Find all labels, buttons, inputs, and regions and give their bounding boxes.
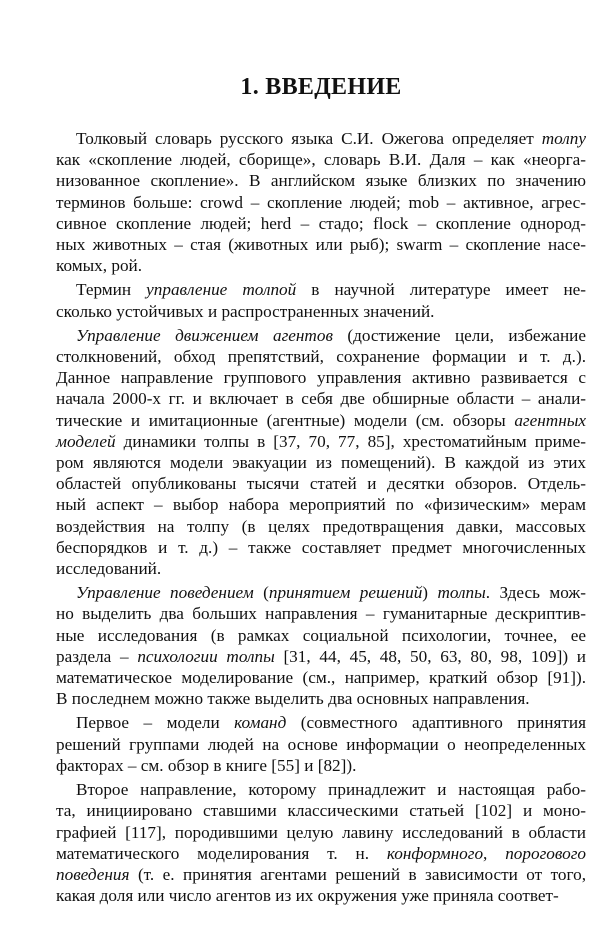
text-line bbox=[56, 712, 586, 733]
text-line bbox=[56, 667, 586, 688]
text-line bbox=[56, 537, 586, 558]
text-run: воздействия на толпу (в целях предотвращения давки, массовых bbox=[56, 516, 586, 536]
text-line bbox=[56, 646, 586, 667]
italic-term: толпы bbox=[437, 583, 486, 603]
text-run: исследований. bbox=[56, 559, 162, 579]
text-line bbox=[56, 755, 586, 776]
text-run: раздела – bbox=[56, 646, 138, 666]
text-line bbox=[56, 864, 586, 885]
text-run: (совместного адаптивного принятия bbox=[286, 713, 586, 733]
paragraph bbox=[56, 582, 586, 709]
text-line bbox=[56, 800, 586, 821]
paragraph bbox=[56, 712, 586, 776]
text-run: ные исследования (в рамках социальной психологии, точнее, ее bbox=[56, 625, 586, 645]
text-line bbox=[56, 301, 586, 322]
paragraph bbox=[56, 779, 586, 906]
text-line bbox=[56, 582, 586, 603]
text-run: динамики толпы в [37, 70, 77, 85], хрестоматийным приме- bbox=[115, 431, 586, 451]
text-run: тические и имитационные (агентные) модели (см. обзоры bbox=[56, 410, 515, 430]
text-line bbox=[56, 367, 586, 388]
italic-term: порогового bbox=[505, 843, 586, 863]
text-line bbox=[56, 149, 586, 170]
italic-term: команд bbox=[234, 713, 287, 733]
italic-term: Управление поведением bbox=[76, 583, 254, 603]
text-run: (достижение цели, избежание bbox=[332, 325, 586, 345]
text-run: математического моделирования т. н. bbox=[56, 843, 387, 863]
text-run: В последнем можно также выделить два основных направления. bbox=[56, 689, 530, 709]
text-run: комых, рой. bbox=[56, 256, 143, 276]
text-line bbox=[56, 325, 586, 346]
paragraph bbox=[56, 325, 586, 579]
text-run: ром являются модели эвакуации из помещений). В каждой из этих bbox=[56, 453, 586, 473]
body-text bbox=[56, 128, 586, 906]
text-line bbox=[56, 822, 586, 843]
text-line bbox=[56, 473, 586, 494]
text-line bbox=[56, 688, 586, 709]
text-run: беспорядков и т. д.) – также составляет предмет многочисленных bbox=[56, 537, 586, 557]
text-run: областей опубликованы тысячи статей и десятки обзоров. Отдель- bbox=[56, 474, 586, 494]
text-run: Толковый словарь русского языка С.И. Ожегова определяет bbox=[76, 129, 542, 148]
text-line bbox=[56, 279, 586, 300]
text-line bbox=[56, 128, 586, 149]
text-run: , bbox=[483, 843, 506, 863]
text-line bbox=[56, 843, 586, 864]
text-run: но выделить два больших направления – гуманитарные дескриптив- bbox=[56, 604, 586, 624]
text-run: ( bbox=[253, 583, 269, 603]
text-run: ных животных – стая (животных или рыб); swarm – скопление насе- bbox=[56, 235, 586, 255]
text-run: как «скопление людей, сборище», словарь В.И. Даля – как «неорга- bbox=[56, 150, 586, 170]
italic-term: управление толпой bbox=[146, 280, 297, 300]
text-line bbox=[56, 625, 586, 646]
text-line bbox=[56, 410, 586, 431]
text-line bbox=[56, 234, 586, 255]
text-run: Данное направление группового управления активно развивается с bbox=[56, 368, 586, 388]
text-run: Термин bbox=[76, 280, 147, 300]
document-page bbox=[56, 72, 586, 909]
text-run: в научной литературе имеет не- bbox=[296, 280, 586, 300]
section-heading: 1. ВВЕДЕНИЕ bbox=[240, 74, 402, 100]
text-line bbox=[56, 516, 586, 537]
text-run: сколько устойчивых и распространенных значений. bbox=[56, 301, 435, 321]
text-line bbox=[56, 346, 586, 367]
italic-term: конформного bbox=[386, 843, 484, 863]
text-run: Первое – модели bbox=[76, 713, 235, 733]
text-line bbox=[56, 452, 586, 473]
text-line bbox=[56, 734, 586, 755]
text-line bbox=[56, 885, 586, 906]
paragraph bbox=[56, 128, 586, 276]
text-run: какая доля или число агентов из их окружения уже приняла соответ- bbox=[56, 886, 559, 906]
text-line bbox=[56, 779, 586, 800]
text-line bbox=[56, 388, 586, 409]
text-run: сивное скопление людей; herd – стадо; flock – скопление однород- bbox=[56, 213, 586, 233]
italic-term: Управление движением агентов bbox=[76, 325, 333, 345]
text-line bbox=[56, 213, 586, 234]
italic-term: психологии толпы bbox=[137, 646, 275, 666]
text-line bbox=[56, 558, 586, 579]
text-line bbox=[56, 603, 586, 624]
text-run: Второе направление, которому принадлежит и настоящая рабо- bbox=[76, 780, 586, 800]
text-run: математическое моделирование (см., например, краткий обзор [91]). bbox=[56, 668, 586, 688]
text-line bbox=[56, 192, 586, 213]
text-line bbox=[56, 170, 586, 191]
italic-term: агентных bbox=[514, 410, 586, 430]
italic-term: принятием решений bbox=[268, 583, 423, 603]
text-run: графией [117], породившими целую лавину исследований в области bbox=[56, 822, 586, 842]
text-run: [31, 44, 45, 48, 50, 63, 80, 98, 109]) и bbox=[274, 646, 586, 666]
text-run: начала 2000-х гг. и включает в себя две обширные области – анали- bbox=[56, 389, 586, 409]
text-run: решений группами людей на основе информации о неопределенных bbox=[56, 734, 586, 754]
text-run: (т. е. принятия агентами решений в зависимости от того, bbox=[129, 864, 586, 884]
text-run: ) bbox=[422, 583, 438, 603]
text-run: факторах – см. обзор в книге [55] и [82]). bbox=[56, 755, 357, 775]
italic-term: толпу bbox=[541, 129, 586, 148]
text-run: ный аспект – выбор набора мероприятий по «физическим» мерам bbox=[56, 495, 586, 515]
text-run: терминов больше: crowd – скопление людей; mob – активное, агрес- bbox=[56, 192, 586, 212]
text-run: столкновений, обход препятствий, сохранение формации и т. д.). bbox=[56, 347, 586, 367]
text-line bbox=[56, 431, 586, 452]
text-run: низованное скопление». В английском языке близких по значению bbox=[56, 171, 586, 191]
text-line bbox=[56, 255, 586, 276]
italic-term: моделей bbox=[56, 431, 116, 451]
italic-term: поведения bbox=[56, 864, 130, 884]
text-run: . Здесь мож- bbox=[485, 583, 586, 603]
text-run: та, инициировано ставшими классическими статьей [102] и моно- bbox=[56, 801, 586, 821]
paragraph bbox=[56, 279, 586, 321]
text-line bbox=[56, 494, 586, 515]
